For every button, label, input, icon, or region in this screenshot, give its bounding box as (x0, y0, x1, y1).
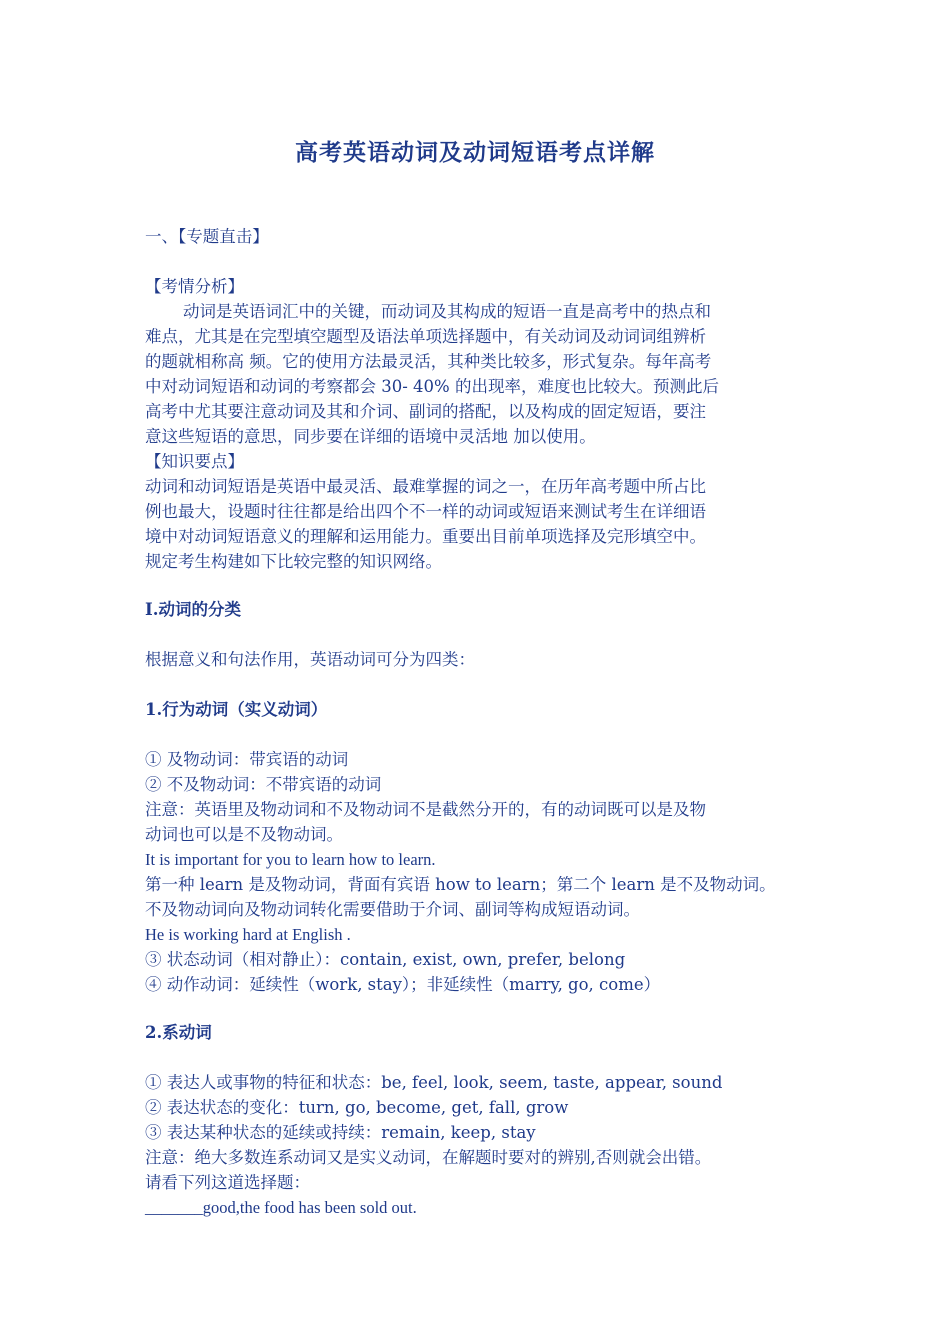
list-line: ① 及物动词：带宾语的动词 (145, 750, 349, 769)
list-line: ② 不及物动词：不带宾语的动词 (145, 775, 382, 794)
list-line: ③ 状态动词（相对静止）：contain, exist, own, prefer, belong (145, 950, 626, 969)
document-title: 高考英语动词及动词短语考点详解 (295, 139, 655, 166)
section-heading-text: 一、【专题直击】 (145, 227, 269, 246)
example-sentence: It is important for you to learn how to learn. (145, 850, 436, 869)
cat2-heading: 2.系动词 (145, 1023, 212, 1042)
paragraph-line: 规定考生构建如下比较完整的知识网络。 (145, 552, 442, 571)
note-line: 动词也可以是不及物动词。 (145, 825, 343, 844)
example-sentence: _______good,the food has been sold out. (145, 1198, 417, 1217)
paragraph-line: 境中对动词短语意义的理解和运用能力。重要出目前单项选择及完形填空中。 (145, 527, 706, 546)
paragraph-line: 中对动词短语和动词的考察都会 30- 40% 的出现率，难度也比较大。预测此后 (145, 377, 719, 396)
note-line: 注意：绝大多数连系动词又是实义动词，在解题时要对的辨别,否则就会出错。 (145, 1148, 712, 1167)
paragraph-line: 动词和动词短语是英语中最灵活、最难掌握的词之一，在历年高考题中所占比 (145, 477, 706, 496)
cat1-heading-block (145, 697, 825, 722)
cat2-block (145, 1070, 825, 1220)
paragraph-line: 高考中尤其要注意动词及其和介词、副词的搭配，以及构成的固定短语，要注 (145, 402, 706, 421)
part1-block (145, 597, 825, 622)
part1-intro: 根据意义和句法作用，英语动词可分为四类： (145, 650, 475, 669)
note-line: 请看下列这道选择题： (145, 1173, 310, 1192)
explanation-line: 第一种 learn 是及物动词，背面有宾语 how to learn；第二个 learn 是不及物动词。 (145, 875, 776, 894)
note-line: 注意：英语里及物动词和不及物动词不是截然分开的，有的动词既可以是及物 (145, 800, 706, 819)
paragraph-line: 难点，尤其是在完型填空题型及语法单项选择题中，有关动词及动词词组辨析 (145, 327, 706, 346)
list-line: ④ 动作动词：延续性（work, stay）；非延续性（marry, go, come） (145, 975, 661, 994)
section-heading-zhuanti (145, 224, 825, 249)
explanation-line: 不及物动词向及物动词转化需要借助于介词、副词等构成短语动词。 (145, 900, 640, 919)
paragraph-line: 动词是英语词汇中的关键，而动词及其构成的短语一直是高考中的热点和 (183, 302, 711, 321)
kaoqing-block (145, 274, 825, 574)
example-sentence: He is working hard at English . (145, 925, 351, 944)
part1-heading: I.动词的分类 (145, 600, 241, 619)
part1-intro-block (145, 647, 825, 672)
paragraph-line: 例也最大，设题时往往都是给出四个不一样的动词或短语来测试考生在详细语 (145, 502, 706, 521)
zhishi-heading: 【知识要点】 (145, 452, 244, 471)
kaoqing-heading: 【考情分析】 (145, 277, 244, 296)
list-line: ② 表达状态的变化：turn, go, become, get, fall, grow (145, 1098, 569, 1117)
cat2-heading-block (145, 1020, 825, 1045)
cat1-heading: 1.行为动词（实义动词） (145, 700, 328, 719)
cat1-block (145, 747, 825, 997)
paragraph-line: 意这些短语的意思，同步要在详细的语境中灵活地 加以使用。 (145, 427, 596, 446)
list-line: ① 表达人或事物的特征和状态：be, feel, look, seem, taste, appear, sound (145, 1073, 723, 1092)
paragraph-line: 的题就相称高 频。它的使用方法最灵活，其种类比较多，形式复杂。每年高考 (145, 352, 712, 371)
list-line: ③ 表达某种状态的延续或持续：remain, keep, stay (145, 1123, 536, 1142)
